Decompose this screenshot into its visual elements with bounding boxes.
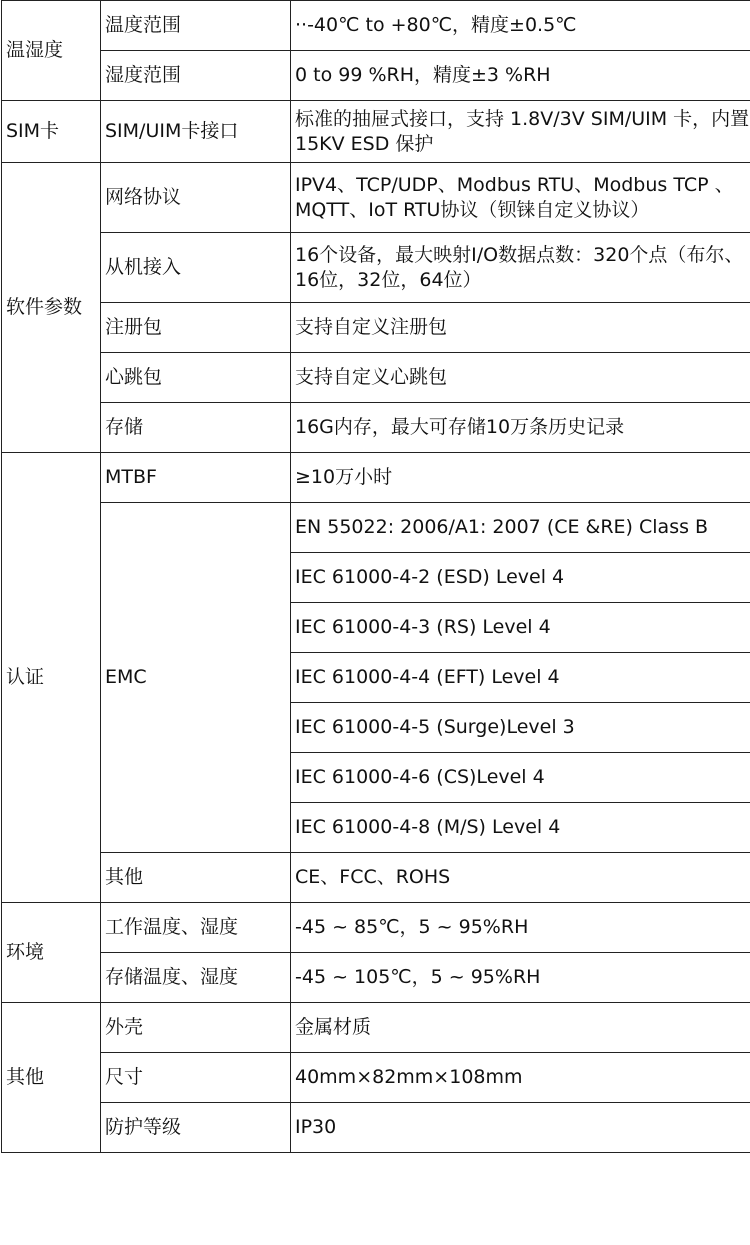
param-cell: 网络协议 bbox=[101, 163, 291, 233]
value-cell: CE、FCC、ROHS bbox=[291, 853, 750, 903]
table-row bbox=[2, 503, 750, 553]
category-cell: 其他 bbox=[2, 1003, 101, 1153]
value-cell: 金属材质 bbox=[291, 1003, 750, 1053]
value-cell: 标准的抽屉式接口，支持 1.8V/3V SIM/UIM 卡，内置 15KV ESD 保护 bbox=[291, 101, 750, 163]
table-row bbox=[2, 453, 750, 503]
table-row bbox=[2, 1003, 750, 1053]
value-cell: 0 to 99 %RH，精度±3 %RH bbox=[291, 51, 750, 101]
param-cell: 防护等级 bbox=[101, 1103, 291, 1153]
table-row bbox=[2, 1103, 750, 1153]
value-cell: IEC 61000-4-5 (Surge)Level 3 bbox=[291, 703, 750, 753]
param-cell: 注册包 bbox=[101, 303, 291, 353]
value-cell: EN 55022: 2006/A1: 2007 (CE &RE) Class B bbox=[291, 503, 750, 553]
table-row bbox=[2, 303, 750, 353]
table-row bbox=[2, 903, 750, 953]
value-cell: 支持自定义注册包 bbox=[291, 303, 750, 353]
category-cell: 认证 bbox=[2, 453, 101, 903]
value-cell: -45 ~ 105℃，5 ~ 95%RH bbox=[291, 953, 750, 1003]
table-row bbox=[2, 1053, 750, 1103]
param-cell: 心跳包 bbox=[101, 353, 291, 403]
table-row bbox=[2, 101, 750, 163]
param-cell: 温度范围 bbox=[101, 1, 291, 51]
value-cell: 40mm×82mm×108mm bbox=[291, 1053, 750, 1103]
value-cell: IEC 61000-4-4 (EFT) Level 4 bbox=[291, 653, 750, 703]
value-cell: IPV4、TCP/UDP、Modbus RTU、Modbus TCP 、MQTT、IoT RTU协议（钡铼自定义协议） bbox=[291, 163, 750, 233]
param-cell: 存储 bbox=[101, 403, 291, 453]
table-row bbox=[2, 1, 750, 51]
value-cell: 16个设备，最大映射I/O数据点数：320个点（布尔、16位，32位，64位） bbox=[291, 233, 750, 303]
param-cell: 尺寸 bbox=[101, 1053, 291, 1103]
param-cell: MTBF bbox=[101, 453, 291, 503]
param-cell: 外壳 bbox=[101, 1003, 291, 1053]
value-cell: 16G内存，最大可存储10万条历史记录 bbox=[291, 403, 750, 453]
value-cell: ≥10万小时 bbox=[291, 453, 750, 503]
table-row bbox=[2, 163, 750, 233]
table-row bbox=[2, 403, 750, 453]
value-cell: IEC 61000-4-6 (CS)Level 4 bbox=[291, 753, 750, 803]
table-row bbox=[2, 353, 750, 403]
param-cell: 其他 bbox=[101, 853, 291, 903]
param-cell: 湿度范围 bbox=[101, 51, 291, 101]
category-cell: SIM卡 bbox=[2, 101, 101, 163]
param-cell: EMC bbox=[101, 503, 291, 853]
param-cell: 存储温度、湿度 bbox=[101, 953, 291, 1003]
value-cell: ··-40℃ to +80℃，精度±0.5℃ bbox=[291, 1, 750, 51]
param-cell: 从机接入 bbox=[101, 233, 291, 303]
value-cell: 支持自定义心跳包 bbox=[291, 353, 750, 403]
table-row bbox=[2, 233, 750, 303]
category-cell: 环境 bbox=[2, 903, 101, 1003]
value-cell: -45 ~ 85℃，5 ~ 95%RH bbox=[291, 903, 750, 953]
spec-table bbox=[1, 0, 750, 1153]
category-cell: 软件参数 bbox=[2, 163, 101, 453]
table-row bbox=[2, 853, 750, 903]
param-cell: 工作温度、湿度 bbox=[101, 903, 291, 953]
value-cell: IEC 61000-4-3 (RS) Level 4 bbox=[291, 603, 750, 653]
table-row bbox=[2, 51, 750, 101]
table-row bbox=[2, 953, 750, 1003]
param-cell: SIM/UIM卡接口 bbox=[101, 101, 291, 163]
value-cell: IEC 61000-4-8 (M/S) Level 4 bbox=[291, 803, 750, 853]
category-cell: 温湿度 bbox=[2, 1, 101, 101]
value-cell: IP30 bbox=[291, 1103, 750, 1153]
value-cell: IEC 61000-4-2 (ESD) Level 4 bbox=[291, 553, 750, 603]
